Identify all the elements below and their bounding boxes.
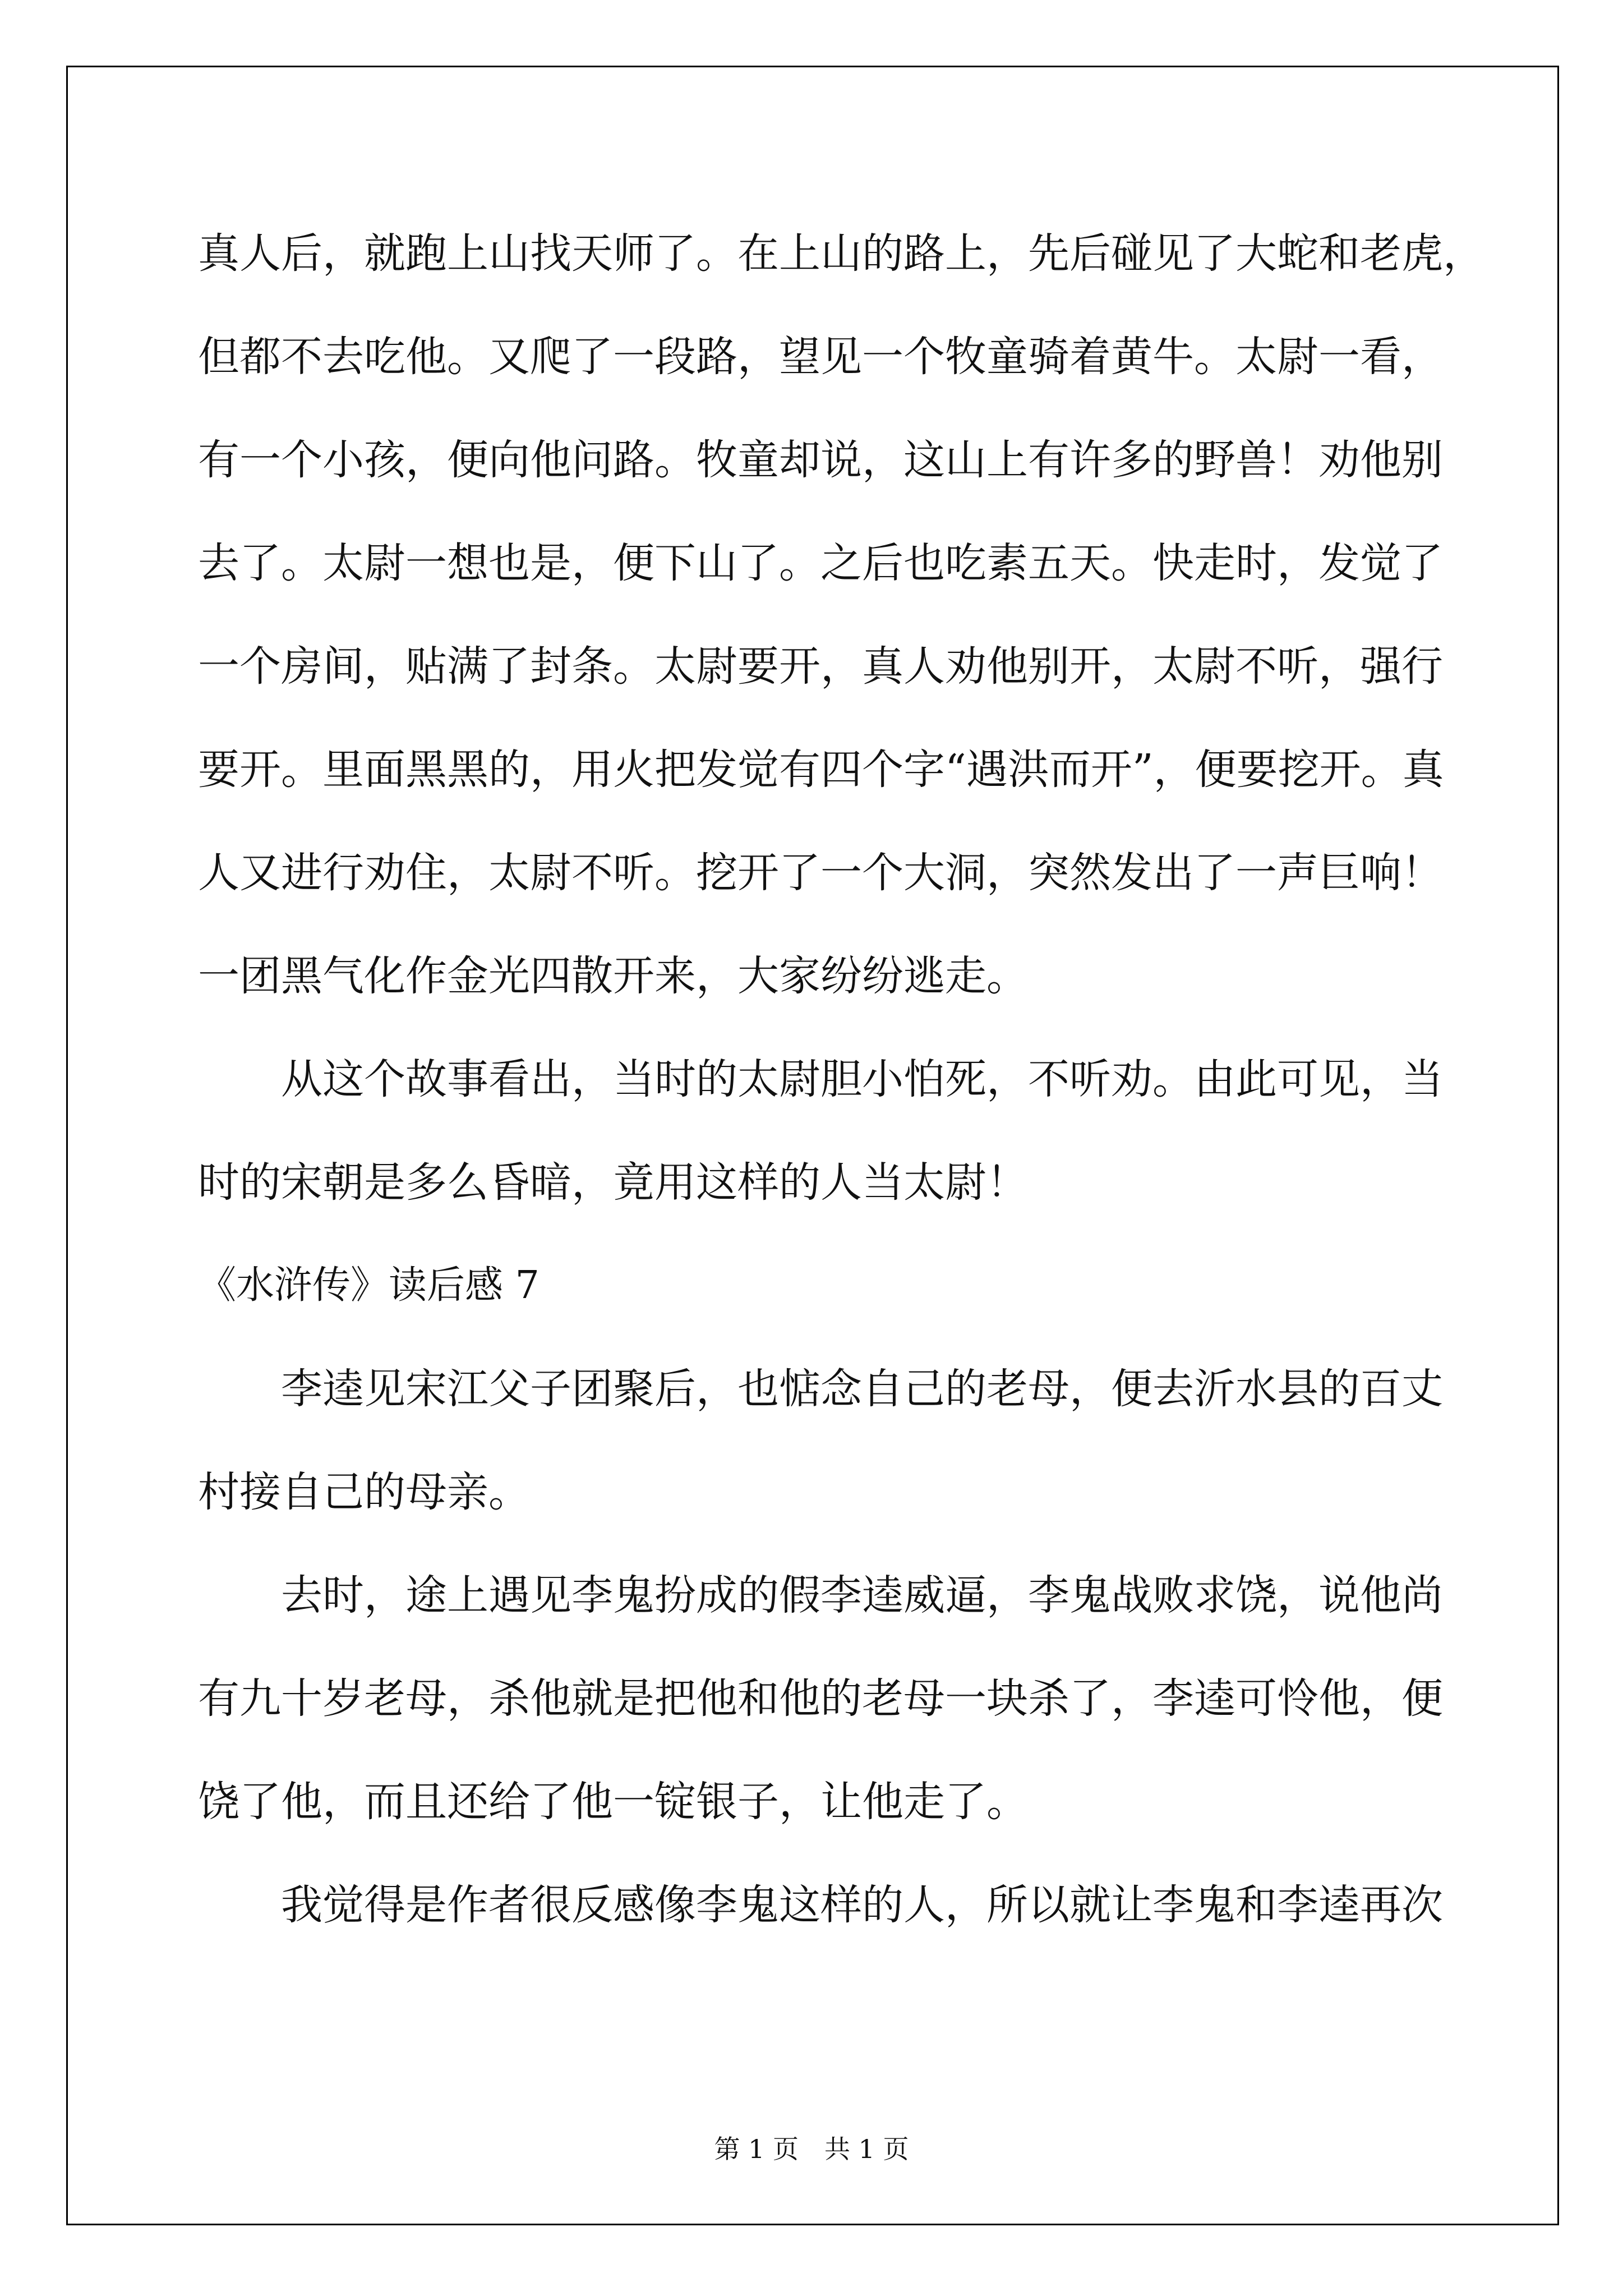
text-line: 人又进行劝住，太尉不听。挖开了一个大洞，突然发出了一声巨响！	[198, 849, 1443, 897]
text-line: 饶了他，而且还给了他一锭银子，让他走了。	[198, 1778, 1028, 1826]
text-line: 一团黑气化作金光四散开来，大家纷纷逃走。	[198, 952, 1028, 1000]
text-line: 一个房间，贴满了封条。太尉要开，真人劝他别开，太尉不听，强行	[198, 642, 1443, 691]
section-heading: 《水浒传》读后感 7	[198, 1263, 540, 1308]
text-line: 要开。里面黑黑的，用火把发觉有四个字“遇洪而开”，便要挖开。真	[198, 746, 1444, 794]
text-line: 我觉得是作者很反感像李鬼这样的人，所以就让李鬼和李逵再次	[281, 1881, 1443, 1929]
text-line: 有一个小孩，便向他问路。牧童却说，这山上有许多的野兽！劝他别	[198, 436, 1443, 484]
text-line: 有九十岁老母，杀他就是把他和他的老母一块杀了，李逵可怜他，便	[198, 1674, 1443, 1723]
text-line: 村接自己的母亲。	[198, 1468, 530, 1516]
page-footer: 第 1 页 共 1 页	[714, 2134, 909, 2164]
document-body	[198, 202, 1484, 1957]
text-line: 李逵见宋江父子团聚后，也惦念自己的老母，便去沂水县的百丈	[281, 1365, 1443, 1413]
text-line: 但都不去吃他。又爬了一段路，望见一个牧童骑着黄牛。太尉一看，	[198, 333, 1443, 381]
text-line: 从这个故事看出，当时的太尉胆小怕死，不听劝。由此可见，当	[281, 1055, 1443, 1103]
text-line: 时的宋朝是多么昏暗，竟用这样的人当太尉！	[198, 1158, 1028, 1207]
text-line: 真人后，就跑上山找天师了。在上山的路上，先后碰见了大蛇和老虎，	[198, 229, 1484, 278]
text-line: 去时，途上遇见李鬼扮成的假李逵威逼，李鬼战败求饶，说他尚	[281, 1571, 1443, 1619]
text-line: 去了。太尉一想也是，便下山了。之后也吃素五天。快走时，发觉了	[198, 539, 1443, 587]
